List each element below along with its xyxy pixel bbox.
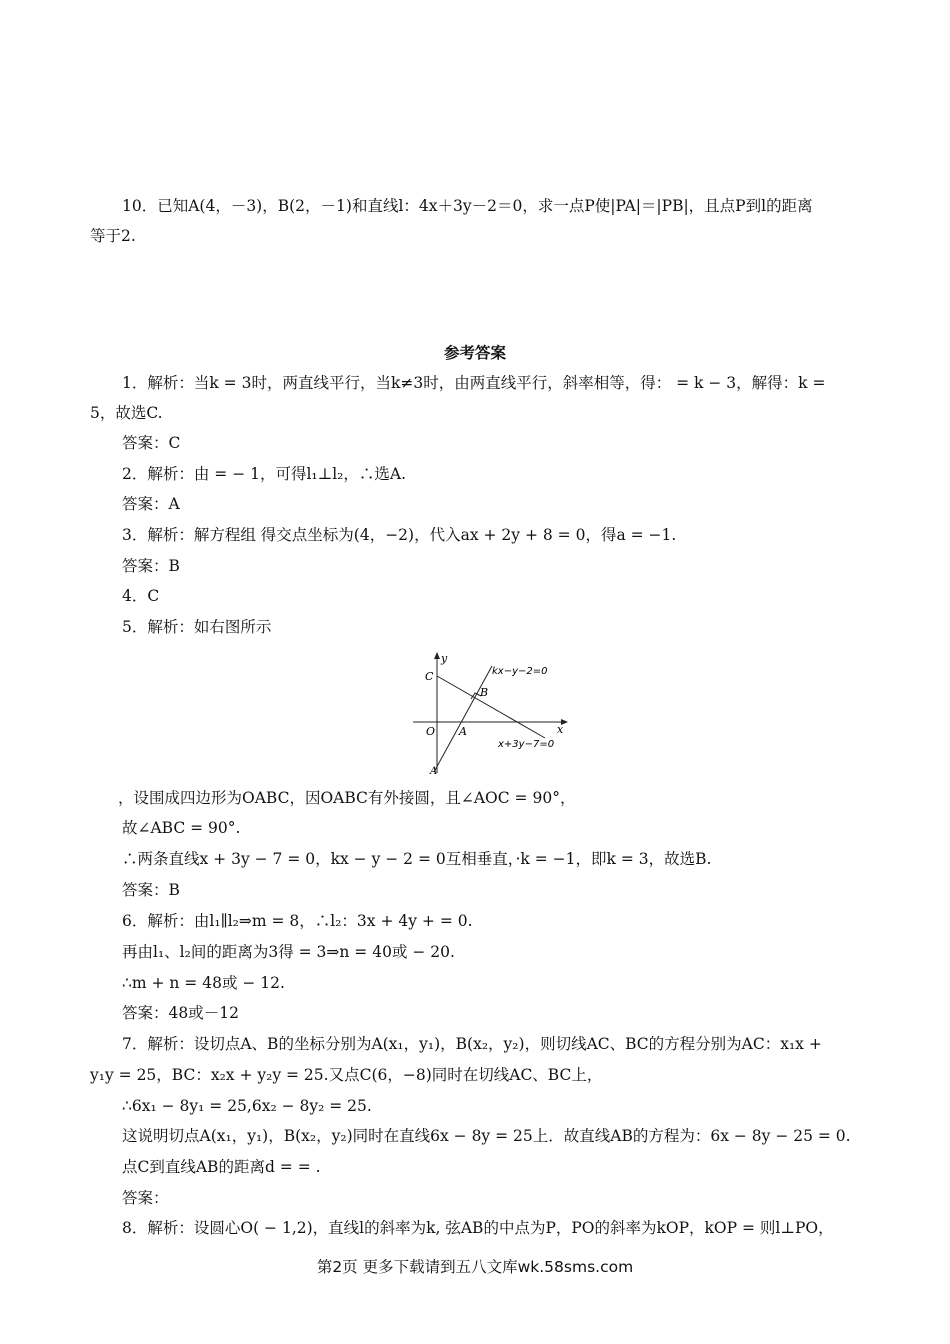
answer-7-line-5: 点C到直线AB的距离d = = . [122, 1158, 321, 1176]
answer-5-line-3: 故∠ABC = 90°. [122, 819, 241, 837]
question-10-line-1: 10．已知A(4，－3)，B(2，－1)和直线l：4x＋3y－2＝0，求一点P使|PA|＝|PB|，且点P到l的距离 [122, 197, 813, 215]
question-10-line-2: 等于2. [90, 227, 136, 245]
label-a-axis: A [459, 725, 467, 738]
answer-5-result: 答案：B [122, 881, 180, 899]
label-c: C [425, 670, 434, 683]
answer-5-line-2: ，设围成四边形为OABC，因OABC有外接圆，且∠AOC = 90°， [118, 789, 576, 807]
line-x-plus-3y [437, 676, 545, 738]
label-x: x [557, 723, 564, 736]
label-eq-kx: kx−y−2=0 [492, 666, 548, 677]
y-axis-arrow [434, 652, 440, 659]
label-y: y [441, 652, 448, 665]
line-kx-minus-y [434, 666, 492, 772]
geometry-figure [410, 650, 580, 775]
answers-title: 参考答案 [443, 344, 506, 362]
page-footer: 第2页 更多下载请到五八文库wk.58sms.com [316, 1258, 634, 1276]
answer-5-line: 5．解析：如右图所示 [122, 618, 272, 636]
answer-2-line: 2．解析：由 = − 1，可得l₁⊥l₂，∴选A. [122, 465, 407, 483]
answer-5-line-4: ∴两条直线x + 3y − 7 = 0，kx − y − 2 = 0互相垂直，·k = −1，即k = 3，故选B. [122, 850, 712, 868]
answer-1-result: 答案：C [122, 434, 181, 452]
label-eq-x3y: x+3y−7=0 [498, 739, 555, 750]
answer-3-result: 答案：B [122, 557, 180, 575]
answer-7-result: 答案： [122, 1189, 169, 1207]
answer-6-line-2: 再由l₁、l₂间的距离为3得 = 3⇒n = 40或 − 20. [122, 943, 455, 961]
label-b: B [480, 686, 489, 699]
answer-7-line-3: ∴6x₁ − 8y₁ = 25,6x₂ − 8y₂ = 25. [122, 1097, 372, 1115]
label-a-bottom: A [430, 766, 438, 775]
label-o: O [426, 725, 436, 738]
answer-3-line: 3．解析：解方程组 得交点坐标为(4，−2)，代入ax + 2y + 8 = 0，得a = −1. [122, 526, 677, 544]
answer-7-line-4: 这说明切点A(x₁，y₁)，B(x₂，y₂)同时在直线6x − 8y = 25上．故直线AB的方程为：6x − 8y − 25 = 0. [122, 1127, 851, 1145]
answer-1-line-1: 1．解析：当k = 3时，两直线平行，当k≠3时，由两直线平行，斜率相等，得： = k − 3，解得：k = [122, 374, 826, 392]
answer-7-line-2: y₁y = 25，BC：x₂x + y₂y = 25.又点C(6，−8)同时在切线AC、BC上， [90, 1066, 603, 1084]
answer-6-result: 答案：48或－12 [122, 1004, 239, 1022]
answer-6-line-1: 6．解析：由l₁∥l₂⇒m = 8，∴l₂：3x + 4y + = 0. [122, 912, 473, 930]
answer-7-line-1: 7．解析：设切点A、B的坐标分别为A(x₁，y₁)，B(x₂，y₂)，则切线AC、BC的方程分别为AC：x₁x + [122, 1035, 822, 1053]
answer-6-line-3: ∴m + n = 48或 − 12. [122, 974, 285, 992]
answer-4-line: 4．C [122, 587, 160, 605]
answer-8-line-1: 8．解析：设圆心O( − 1,2)，直线l的斜率为k, 弦AB的中点为P，PO的斜率为kOP，kOP = 则l⊥PO， [122, 1219, 834, 1237]
answer-2-result: 答案：A [122, 495, 180, 513]
answer-1-line-2: 5，故选C. [90, 404, 163, 422]
